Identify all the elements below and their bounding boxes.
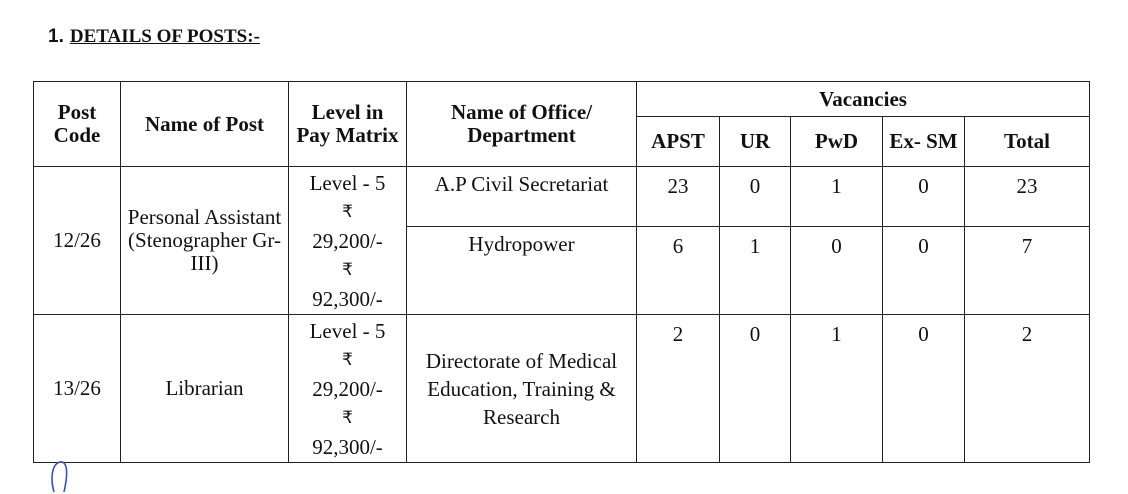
- header-level-in-pay-matrix: Level in Pay Matrix: [289, 82, 407, 167]
- post-name-cell: Personal Assistant (Stenographer Gr-III): [121, 167, 289, 315]
- pay-level-cell: [289, 167, 407, 315]
- header-pwd: PwD: [791, 117, 883, 167]
- ex-sm-cell: 0: [883, 167, 965, 227]
- posts-table: [33, 81, 1090, 463]
- section-heading: [48, 26, 260, 48]
- pay-level-cell: [289, 315, 407, 463]
- header-vacancies: Vacancies: [637, 82, 1090, 117]
- rupee-icon: ₹: [342, 350, 353, 370]
- pwd-cell: 0: [791, 227, 883, 315]
- pay-max: 92,300/-: [312, 287, 383, 311]
- ur-cell: 0: [720, 167, 791, 227]
- rupee-icon: ₹: [342, 408, 353, 428]
- apst-cell: 23: [637, 167, 720, 227]
- pay-max: 92,300/-: [312, 435, 383, 459]
- header-apst: APST: [637, 117, 720, 167]
- total-cell: 2: [965, 315, 1090, 463]
- header-name-of-post: Name of Post: [121, 82, 289, 167]
- post-code-cell: 13/26: [34, 315, 121, 463]
- rupee-icon: ₹: [342, 202, 353, 222]
- signature-mark: [42, 458, 82, 494]
- post-name-cell: Librarian: [121, 315, 289, 463]
- header-ex-sm: Ex- SM: [883, 117, 965, 167]
- rupee-icon: ₹: [342, 260, 353, 280]
- pay-level: Level - 5: [309, 171, 386, 195]
- table-row: [34, 315, 1090, 463]
- apst-cell: 2: [637, 315, 720, 463]
- section-title: DETAILS OF POSTS:-: [69, 26, 260, 47]
- table-row: [34, 167, 1090, 227]
- pay-level: Level - 5: [309, 319, 386, 343]
- header-name-of-office: Name of Office/ Department: [407, 82, 637, 167]
- section-number: 1.: [48, 26, 64, 47]
- pay-min: 29,200/-: [312, 229, 383, 253]
- post-code-cell: 12/26: [34, 167, 121, 315]
- header-ur: UR: [720, 117, 791, 167]
- ex-sm-cell: 0: [883, 227, 965, 315]
- pay-min: 29,200/-: [312, 377, 383, 401]
- office-cell: A.P Civil Secretariat: [407, 167, 637, 227]
- ur-cell: 0: [720, 315, 791, 463]
- office-cell: Directorate of Medical Education, Training & Research: [407, 315, 637, 463]
- total-cell: 23: [965, 167, 1090, 227]
- ex-sm-cell: 0: [883, 315, 965, 463]
- pwd-cell: 1: [791, 167, 883, 227]
- pwd-cell: 1: [791, 315, 883, 463]
- total-cell: 7: [965, 227, 1090, 315]
- apst-cell: 6: [637, 227, 720, 315]
- office-cell: Hydropower: [407, 227, 637, 315]
- header-post-code: Post Code: [34, 82, 121, 167]
- header-total: Total: [965, 117, 1090, 167]
- ur-cell: 1: [720, 227, 791, 315]
